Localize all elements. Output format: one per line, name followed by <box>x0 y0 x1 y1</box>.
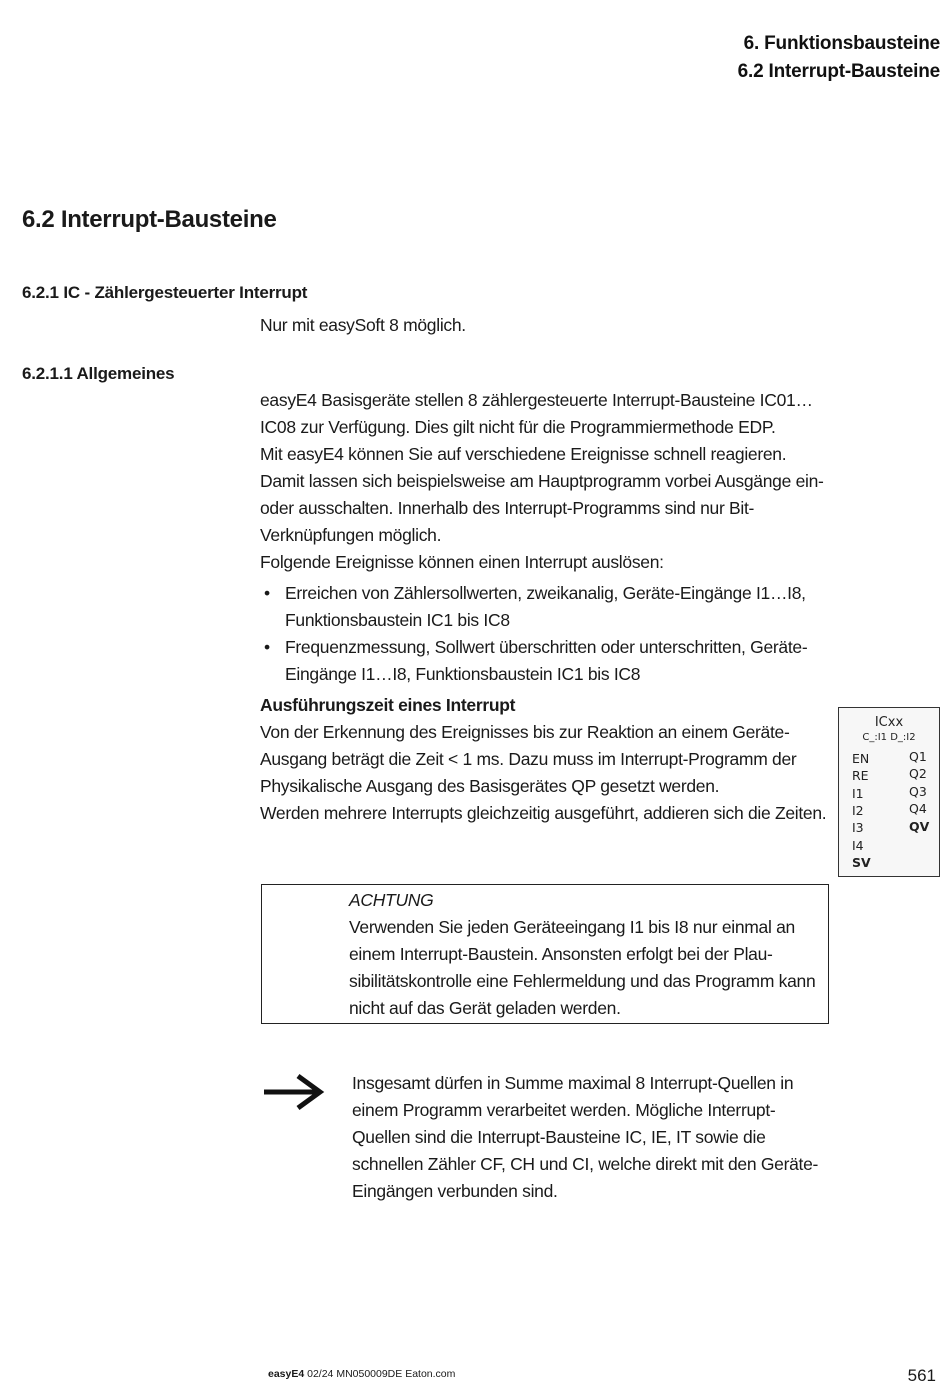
output-pin: Q1 <box>909 749 927 764</box>
list-item: • Frequenzmessung, Sollwert überschritten oder unterschritten, Geräte-Eingänge I1…I8, Funktionsbaustein IC1 bis IC8 <box>260 634 835 688</box>
warning-title: ACHTUNG <box>349 890 434 910</box>
footer-product: easyE4 <box>268 1368 305 1380</box>
function-block-title: ICxx <box>874 715 904 730</box>
subsection-title: 6.2.1 IC - Zählergesteuerter Interrupt <box>22 283 308 302</box>
input-pin: I4 <box>852 838 864 853</box>
note-text: Insgesamt dürfen in Summe maximal 8 Interrupt-Quellen in einem Programm verarbeitet werden. Mögliche Interrupt-Quellen sind die Interrupt-Bausteine IC, IE, IT sowie die schnellen Zähler CF, CH und CI, welche direkt mit den Geräte-Eingängen verbunden sind. <box>352 1073 819 1201</box>
section-title: 6.2 Interrupt-Bausteine <box>22 206 277 233</box>
input-pin: I2 <box>852 803 864 818</box>
event-list <box>260 580 835 688</box>
subsection-note-text: Nur mit easySoft 8 möglich. <box>260 315 466 335</box>
paragraph: easyE4 Basisgeräte stellen 8 zählergesteuerte Interrupt-Bausteine IC01…IC08 zur Verfügung. Dies gilt nicht für die Programmiermethode EDP. <box>260 390 813 437</box>
arrow-right-icon <box>262 1072 326 1117</box>
footer <box>268 1368 455 1380</box>
function-block-diagram <box>838 707 940 877</box>
input-pin: SV <box>852 855 871 870</box>
list-item: • Erreichen von Zählersollwerten, zweikanalig, Geräte-Eingänge I1…I8, Funktionsbaustein IC1 bis IC8 <box>260 580 835 634</box>
subsection-note <box>260 312 835 339</box>
warning-text: Verwenden Sie jeden Geräteeingang I1 bis I8 nur einmal an einem Interrupt-Baustein. Ansonsten erfolgt bei der Plau-sibilitätskontrolle eine Fehlermeldung und das Programm kann nicht auf das Gerät geladen werden. <box>349 917 816 1018</box>
input-pin: I1 <box>852 786 864 801</box>
exec-time-heading: Ausführungszeit eines Interrupt <box>260 695 516 715</box>
input-pin: I3 <box>852 820 864 835</box>
warning-box <box>261 884 829 1024</box>
input-pin: RE <box>852 768 869 783</box>
paragraph: Mit easyE4 können Sie auf verschiedene Ereignisse schnell reagieren. Damit lassen sich beispielsweise am Hauptprogramm vorbei Ausgänge ein- oder ausschalten. Innerhalb des Interrupt-Programms sind nur Bit-Verknüpfungen möglich. <box>260 444 824 545</box>
footer-doc: 02/24 MN050009DE Eaton.com <box>307 1368 456 1380</box>
output-pin: QV <box>909 819 930 834</box>
general-body <box>260 387 835 827</box>
page-number: 561 <box>907 1366 936 1385</box>
general-title: 6.2.1.1 Allgemeines <box>22 364 175 383</box>
paragraph: Folgende Ereignisse können einen Interrupt auslösen: <box>260 552 664 572</box>
output-pin: Q2 <box>909 766 927 781</box>
header-section: 6.2 Interrupt-Bausteine <box>737 61 940 82</box>
function-block-subtitle: C_:I1 D_:I2 <box>862 732 916 743</box>
output-pin: Q3 <box>909 784 927 799</box>
input-pin: EN <box>852 751 870 766</box>
paragraph: Werden mehrere Interrupts gleichzeitig ausgeführt, addieren sich die Zeiten. <box>260 803 827 823</box>
header-chapter: 6. Funktionsbausteine <box>743 33 940 54</box>
output-pin: Q4 <box>909 801 927 816</box>
paragraph: Von der Erkennung des Ereignisses bis zur Reaktion an einem Geräte-Ausgang beträgt die Zeit < 1 ms. Dazu muss im Interrupt-Programm der Physikalische Ausgang des Basisgerätes QP gesetzt werden. <box>260 722 797 796</box>
